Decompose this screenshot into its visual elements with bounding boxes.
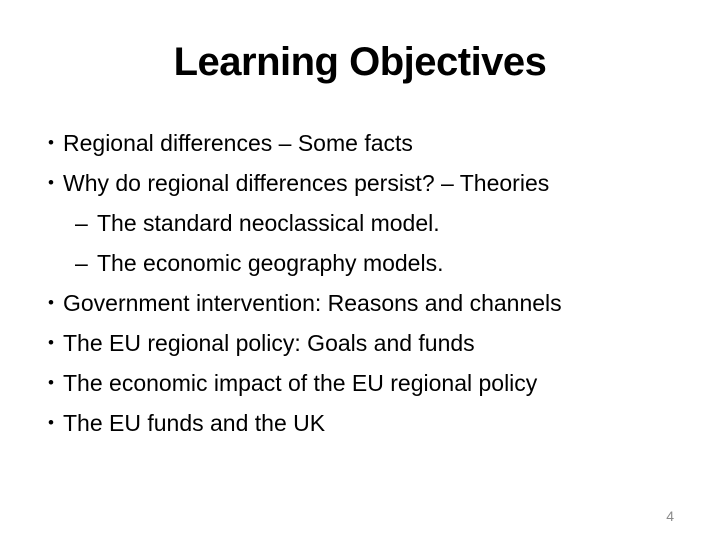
bullet-dot-icon: •: [48, 333, 54, 352]
bullet-item: [48, 123, 704, 163]
bullet-text: Why do regional differences persist? – Theories: [63, 170, 550, 196]
bullet-dot-icon: •: [48, 293, 54, 312]
bullet-item: [48, 363, 704, 403]
bullet-item: [48, 163, 704, 203]
bullet-list: [48, 123, 704, 443]
bullet-text: The economic geography models.: [97, 250, 444, 276]
bullet-text: The standard neoclassical model.: [97, 210, 440, 236]
bullet-text: The EU funds and the UK: [63, 410, 326, 436]
bullet-dot-icon: •: [48, 133, 54, 152]
bullet-item: [48, 323, 704, 363]
page-number: 4: [666, 508, 674, 524]
bullet-item: [48, 403, 704, 443]
bullet-dot-icon: •: [48, 173, 54, 192]
slide-title: Learning Objectives: [173, 40, 547, 84]
bullet-text: The EU regional policy: Goals and funds: [63, 330, 475, 356]
bullet-text: The economic impact of the EU regional policy: [63, 370, 538, 396]
bullet-text: Government intervention: Reasons and channels: [63, 290, 562, 316]
sub-bullet-item: [48, 243, 704, 283]
bullet-dash-icon: –: [75, 250, 88, 276]
bullet-dot-icon: •: [48, 413, 54, 432]
bullet-dot-icon: •: [48, 373, 54, 392]
bullet-item: [48, 283, 704, 323]
bullet-dash-icon: –: [75, 210, 88, 236]
bullet-text: Regional differences – Some facts: [63, 130, 413, 156]
sub-bullet-item: [48, 203, 704, 243]
